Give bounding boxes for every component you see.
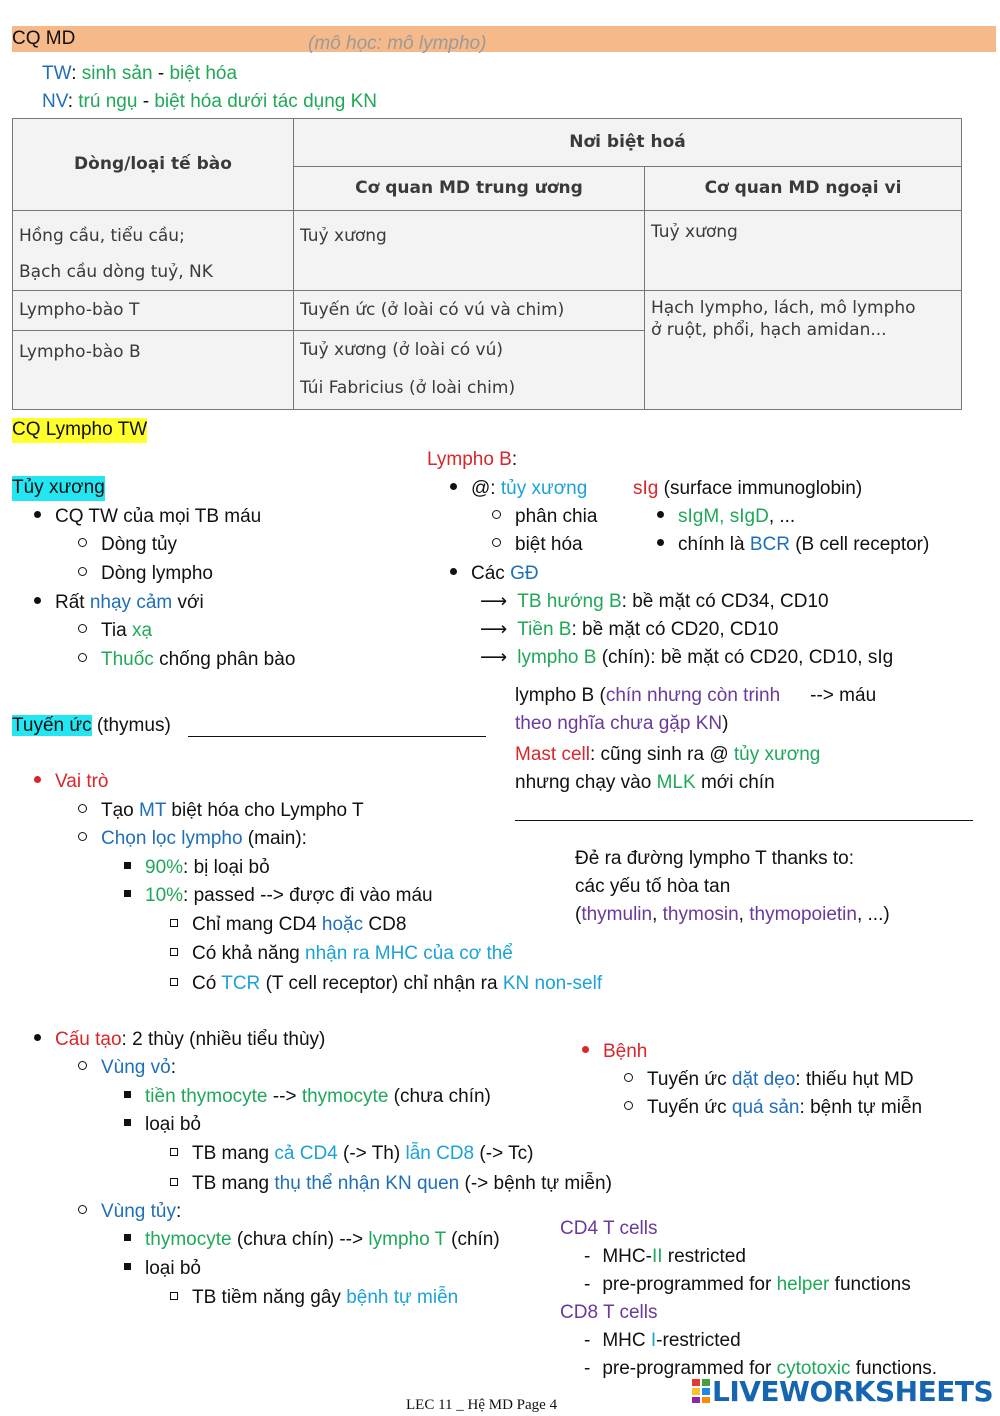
th-cell-type: Dòng/loại tế bào — [13, 119, 294, 211]
cd4-heading: CD4 T cells — [560, 1218, 658, 1239]
liveworksheets-logo[interactable] — [692, 1374, 993, 1410]
tu-vung-vo — [78, 1056, 176, 1081]
tu-lb1-pre: TB mang — [192, 1143, 275, 1164]
def-tw-key: TW — [42, 63, 72, 84]
def-nv-b: biệt hóa dưới tác dụng KN — [154, 91, 378, 112]
benh-2 — [624, 1096, 922, 1121]
tu-lb1-hl2: lẫn CD8 — [405, 1143, 475, 1164]
bullet-square-outline — [170, 1292, 178, 1300]
benh-1-hl: dặt dẹo — [731, 1069, 796, 1090]
cd4-b-hl: helper — [776, 1274, 830, 1295]
td-r1-peripheral — [645, 211, 962, 291]
tx-b2-post: với — [172, 592, 204, 613]
tx-b2-hl: nhạy cảm — [89, 592, 173, 613]
lb-note-hl: chín nhưng còn trinh — [605, 685, 781, 706]
def-nv-dash: - — [137, 91, 155, 112]
benh-title: Bệnh — [603, 1041, 648, 1062]
cd4-a-hl: II — [651, 1246, 663, 1267]
tu-cau-tao — [34, 1028, 325, 1053]
bullet-square — [124, 1234, 131, 1241]
tu-c1-hl: hoặc — [321, 914, 364, 935]
def-tw-b: biệt hóa — [169, 63, 238, 84]
def-tw-dash: - — [152, 63, 170, 84]
dash: - — [584, 1246, 591, 1267]
logo-mark-icon — [692, 1379, 710, 1403]
bullet-dot — [34, 597, 41, 604]
bullet-dot — [450, 568, 457, 575]
tx-bullet-2a — [78, 619, 152, 644]
cd4-b-pre: pre-programmed for — [602, 1274, 777, 1295]
tu-vung-colon: : — [170, 1057, 177, 1078]
lb-sig-b-hl: BCR — [749, 534, 790, 555]
tu-c3 — [170, 972, 602, 997]
bullet-circle — [624, 1101, 633, 1110]
tu-vv1-hl: tiền thymocyte — [145, 1086, 268, 1107]
tu-vt3 — [170, 1286, 458, 1311]
lb-sub2-text: biệt hóa — [515, 534, 583, 555]
tx-b1-text: CQ TW của mọi TB máu — [55, 506, 262, 527]
arrow-right-icon: ⟶ — [480, 619, 508, 640]
th-place: Nơi biệt hoá — [294, 119, 962, 167]
tx-bullet-1b — [78, 562, 213, 587]
tu-vung-vo-hl: Vùng vỏ — [101, 1057, 171, 1078]
lb-stage-1 — [480, 590, 829, 615]
lb-sig — [633, 477, 862, 502]
tu-lb2-post: (-> bệnh tự miễn) — [459, 1173, 612, 1194]
header-bar — [12, 26, 996, 52]
bullet-dot — [34, 511, 41, 518]
tx-bullet-1a — [78, 533, 177, 558]
arrow-right-icon: ⟶ — [480, 647, 508, 668]
de-ra-3 — [575, 903, 890, 928]
def-nv-a: trú ngụ — [78, 91, 138, 112]
tu-c2 — [170, 942, 513, 967]
cd4-a — [584, 1245, 746, 1270]
dash: - — [584, 1330, 591, 1351]
tx-b2a-pre: Tia — [101, 620, 132, 641]
tu-vai-tro-text: Vai trò — [55, 771, 109, 792]
bullet-circle — [78, 624, 87, 633]
lb-mast-2 — [515, 771, 775, 796]
tu-vt3-hl: bệnh tự miễn — [346, 1287, 459, 1308]
tu-v2a-post: : bị loại bỏ — [183, 857, 270, 878]
lb-mast2-hl: MLK — [656, 772, 696, 793]
lb-mast2-post: mới chín — [695, 772, 775, 793]
lb-gd-hl: GĐ — [510, 563, 539, 584]
tu-vt2-text: loại bỏ — [145, 1258, 201, 1279]
bullet-circle — [492, 510, 501, 519]
cd8-b-hl: cytotoxic — [776, 1358, 851, 1379]
tu-c2-pre: Có khả năng — [192, 943, 306, 964]
bullet-circle — [78, 1205, 87, 1214]
r23-peripheral-b: ở ruột, phổi, hạch amidan... — [651, 320, 887, 341]
tu-lb2-pre: TB mang — [192, 1173, 275, 1194]
tu-cau-tao-post: : 2 thùy (nhiều tiểu thùy) — [121, 1029, 326, 1050]
lb-note-1 — [515, 684, 876, 709]
tx-bullet-2 — [34, 591, 204, 616]
benh-2-pre: Tuyến ức — [647, 1097, 732, 1118]
tx-b2b-hl: Thuốc — [101, 649, 154, 670]
lb-s2-post: : bề mặt có CD20, CD10 — [571, 619, 779, 640]
arrow-right-icon: ⟶ — [480, 591, 508, 612]
divider-line — [515, 820, 973, 821]
bullet-dot — [657, 539, 664, 546]
lb-sig-a-post: , ... — [768, 506, 796, 527]
benh-1-post: : thiếu hụt MD — [795, 1069, 914, 1090]
lb-note-2 — [515, 712, 728, 737]
def-tw-sep: : — [71, 63, 77, 84]
tu-lb1 — [170, 1142, 533, 1167]
tu-title: Tuyến ức — [12, 715, 92, 736]
tu-vv1-mid: --> — [267, 1086, 302, 1107]
lb-s1-post: : bề mặt có CD34, CD10 — [621, 591, 829, 612]
benh-2-post: : bệnh tự miễn — [799, 1097, 923, 1118]
differentiation-table — [12, 118, 962, 410]
tu-vv1-post: (chưa chín) — [388, 1086, 491, 1107]
lb-note2-hl: theo nghĩa chưa gặp KN — [515, 713, 723, 734]
r23-peripheral-a: Hạch lympho, lách, mô lympho — [651, 298, 916, 318]
cd8-b-pre: pre-programmed for — [602, 1358, 777, 1379]
lb-at-pre: @: — [471, 478, 501, 499]
tu-v1 — [78, 799, 364, 824]
r1-central: Tuỷ xương — [300, 226, 387, 246]
cq-lympho-heading: CQ Lympho TW — [12, 418, 147, 443]
td-r1-type — [13, 211, 294, 291]
tu-vt1-hl2: lympho T — [368, 1229, 446, 1250]
tu-v2b-post: : passed --> được đi vào máu — [183, 885, 433, 906]
tu-v2b — [124, 884, 433, 909]
de-ra-open: ( — [575, 904, 582, 925]
lb-mast-hl: Mast cell — [515, 744, 590, 765]
bullet-square-outline — [170, 1148, 178, 1156]
td-r3-central — [294, 331, 645, 410]
bullet-dot — [34, 776, 41, 783]
lb-sig-post: (surface immunoglobin) — [658, 478, 863, 499]
tu-title-post: (thymus) — [91, 715, 171, 736]
lb-at-hl: tủy xương — [500, 478, 588, 499]
lb-mast2-pre: nhưng chạy vào — [515, 772, 657, 793]
def-tw — [42, 62, 237, 87]
r1-type-a: Hồng cầu, tiểu cầu; — [19, 226, 185, 246]
tu-vv1-hl2: thymocyte — [301, 1086, 389, 1107]
tu-v2 — [78, 827, 307, 852]
lb-s3-post: (chín): bề mặt có CD20, CD10, sIg — [596, 647, 894, 668]
def-tw-a: sinh sản — [81, 63, 153, 84]
tu-vv2-text: loại bỏ — [145, 1114, 201, 1135]
cd8-heading: CD8 T cells — [560, 1302, 658, 1323]
cd4-b — [584, 1273, 911, 1298]
tu-vt1-hl: thymocyte — [145, 1229, 232, 1250]
tu-vt3-pre: TB tiềm năng gây — [192, 1287, 347, 1308]
tx-b2-pre: Rất — [55, 592, 90, 613]
lb-sig-hl: sIg — [633, 478, 659, 499]
r3-central-a: Tuỷ xương (ở loài có vú) — [300, 340, 503, 360]
tu-vung-tuy — [78, 1200, 181, 1225]
def-nv — [42, 90, 377, 115]
underline-line — [188, 736, 486, 737]
tu-vv2 — [124, 1113, 201, 1138]
lb-sig-a-hl: sIgM, sIgD — [678, 506, 769, 527]
de-ra-1: Đẻ ra đường lympho T thanks to: — [575, 848, 855, 869]
tu-v2a-hl: 90% — [145, 857, 184, 878]
bullet-circle — [78, 567, 87, 576]
th-peripheral: Cơ quan MD ngoại vi — [645, 167, 962, 211]
cd4-b-post: functions — [829, 1274, 911, 1295]
lb-stage-3 — [480, 646, 893, 671]
lympho-b-heading — [427, 448, 517, 473]
bullet-square — [124, 890, 131, 897]
de-ra-2: các yếu tố hòa tan — [575, 876, 731, 897]
bullet-square-outline — [170, 948, 178, 956]
cd4-a-pre: MHC- — [602, 1246, 652, 1267]
lb-sub1-text: phân chia — [515, 506, 598, 527]
cd8-a-pre: MHC — [602, 1330, 651, 1351]
bullet-circle — [624, 1073, 633, 1082]
dash: - — [584, 1274, 591, 1295]
r1-peripheral: Tuỷ xương — [651, 222, 738, 242]
def-nv-key: NV — [42, 91, 68, 112]
factor-thymopoietin: thymopoietin — [749, 904, 857, 925]
lb-mast-post: : cũng sinh ra @ — [589, 744, 734, 765]
td-r2-type: Lympho-bào T — [13, 291, 294, 331]
lb-s3-hl: lympho B — [517, 647, 597, 668]
page-subtitle: (mô học: mô lympho) — [308, 33, 487, 54]
lb-note2-post: ) — [722, 713, 729, 734]
bullet-square-outline — [170, 1178, 178, 1186]
bullet-circle — [78, 1061, 87, 1070]
lb-colon: : — [511, 449, 518, 470]
tu-lb1-hl: cả CD4 — [274, 1143, 338, 1164]
bullet-square — [124, 1119, 131, 1126]
bullet-dot — [657, 511, 664, 518]
tuyen-uc-heading — [12, 714, 171, 739]
tu-v2b-hl: 10% — [145, 885, 184, 906]
bullet-square-outline — [170, 978, 178, 986]
lb-sub1 — [492, 505, 597, 530]
tx-b2b-post: chống phân bào — [153, 649, 296, 670]
tu-c3-mid: (T cell receptor) chỉ nhận ra — [260, 973, 503, 994]
page-footer: LEC 11 _ Hệ MD Page 4 — [406, 1397, 558, 1413]
factor-thymosin: thymosin — [662, 904, 739, 925]
lb-sig-b — [657, 533, 929, 558]
tu-lb2 — [170, 1172, 612, 1197]
td-r2-central: Tuyến ức (ở loài có vú và chim) — [294, 291, 645, 331]
td-r1-central — [294, 211, 645, 291]
bullet-dot — [34, 1034, 41, 1041]
cd8-a — [584, 1329, 741, 1354]
lb-sig-a — [657, 505, 795, 530]
bullet-dot — [582, 1046, 589, 1053]
bullet-square — [124, 1091, 131, 1098]
tx-b2a-hl: xạ — [131, 620, 153, 641]
def-nv-sep: : — [67, 91, 73, 112]
tu-c1-pre: Chỉ mang CD4 — [192, 914, 322, 935]
tu-vt1 — [124, 1228, 500, 1253]
tuy-xuong-heading: Tủy xương — [12, 476, 105, 501]
comma: , — [738, 904, 750, 925]
bullet-square — [124, 1263, 131, 1270]
tu-v2a — [124, 856, 270, 881]
tu-vai-tro — [34, 770, 109, 795]
tu-v1-hl: MT — [139, 800, 167, 821]
bullet-circle — [78, 538, 87, 547]
th-central: Cơ quan MD trung ương — [294, 167, 645, 211]
lb-title: Lympho B — [427, 449, 512, 470]
logo-text: LIVEWORKSHEETS — [712, 1375, 994, 1408]
benh-1 — [624, 1068, 914, 1093]
tu-c1-post: CD8 — [363, 914, 407, 935]
lb-sub2 — [492, 533, 583, 558]
tu-v2-hl: Chọn lọc lympho — [101, 828, 243, 849]
bullet-circle — [492, 538, 501, 547]
tu-vt1-post: (chín) — [445, 1229, 500, 1250]
de-ra-close: , ...) — [856, 904, 890, 925]
tu-vv1 — [124, 1085, 491, 1110]
lb-s2-hl: Tiền B — [517, 619, 572, 640]
factor-thymulin: thymulin — [581, 904, 653, 925]
comma: , — [652, 904, 663, 925]
benh-1-pre: Tuyến ức — [647, 1069, 732, 1090]
lb-mast-1 — [515, 743, 820, 768]
bullet-square-outline — [170, 919, 178, 927]
tu-v1-pre: Tạo — [101, 800, 140, 821]
tu-c2-hl: nhận ra MHC của cơ thể — [305, 943, 513, 964]
tu-c3-hl: TCR — [221, 973, 261, 994]
td-r3-type: Lympho-bào B — [13, 331, 294, 410]
cd8-a-hl: I — [650, 1330, 657, 1351]
lb-note-arrow: --> máu — [810, 685, 877, 706]
cd8-b-post: functions. — [850, 1358, 938, 1379]
tx-b1b-text: Dòng lympho — [101, 563, 213, 584]
tx-b1a-text: Dòng tủy — [101, 534, 178, 555]
tu-lb2-hl: thụ thể nhận KN quen — [274, 1173, 460, 1194]
tu-lb1-post: (-> Tc) — [474, 1143, 534, 1164]
lb-at — [450, 477, 587, 502]
dash: - — [584, 1358, 591, 1379]
tx-bullet-1 — [34, 505, 261, 530]
tx-bullet-2b — [78, 648, 295, 673]
tu-v1-post: biệt hóa cho Lympho T — [166, 800, 364, 821]
bullet-circle — [78, 804, 87, 813]
lb-s1-hl: TB hướng B — [517, 591, 622, 612]
lb-stage-2 — [480, 618, 778, 643]
benh-2-hl: quá sản — [731, 1097, 800, 1118]
page-title: CQ MD — [12, 28, 76, 49]
bullet-square — [124, 862, 131, 869]
lb-note-pre: lympho B ( — [515, 685, 606, 706]
td-r23-peripheral — [645, 291, 962, 410]
tu-c1 — [170, 913, 406, 938]
tu-vung-tuy-hl: Vùng tủy — [101, 1201, 176, 1222]
lb-gd-pre: Các — [471, 563, 511, 584]
lb-sig-b-pre: chính là — [678, 534, 750, 555]
tu-c3-pre: Có — [192, 973, 222, 994]
tu-vt2 — [124, 1257, 201, 1282]
lb-mast-hl2: tủy xương — [733, 744, 821, 765]
bullet-dot — [450, 483, 457, 490]
benh-heading — [582, 1040, 647, 1065]
cd4-a-post: restricted — [662, 1246, 746, 1267]
tu-c3-hl2: KN non-self — [502, 973, 603, 994]
bullet-circle — [78, 832, 87, 841]
tu-vung-colon: : — [176, 1201, 182, 1222]
tu-v2-post: (main): — [242, 828, 307, 849]
lb-sig-b-post: (B cell receptor) — [789, 534, 930, 555]
bullet-circle — [78, 653, 87, 662]
cd8-a-post: -restricted — [656, 1330, 741, 1351]
tu-lb1-mid: (-> Th) — [337, 1143, 406, 1164]
r3-central-b: Túi Fabricius (ở loài chim) — [300, 378, 516, 399]
tu-cau-tao-hl: Cấu tạo — [55, 1029, 122, 1050]
tu-vt1-mid: (chưa chín) --> — [231, 1229, 369, 1250]
lb-gd — [450, 562, 539, 587]
r1-type-b: Bạch cầu dòng tuỷ, NK — [19, 262, 213, 283]
